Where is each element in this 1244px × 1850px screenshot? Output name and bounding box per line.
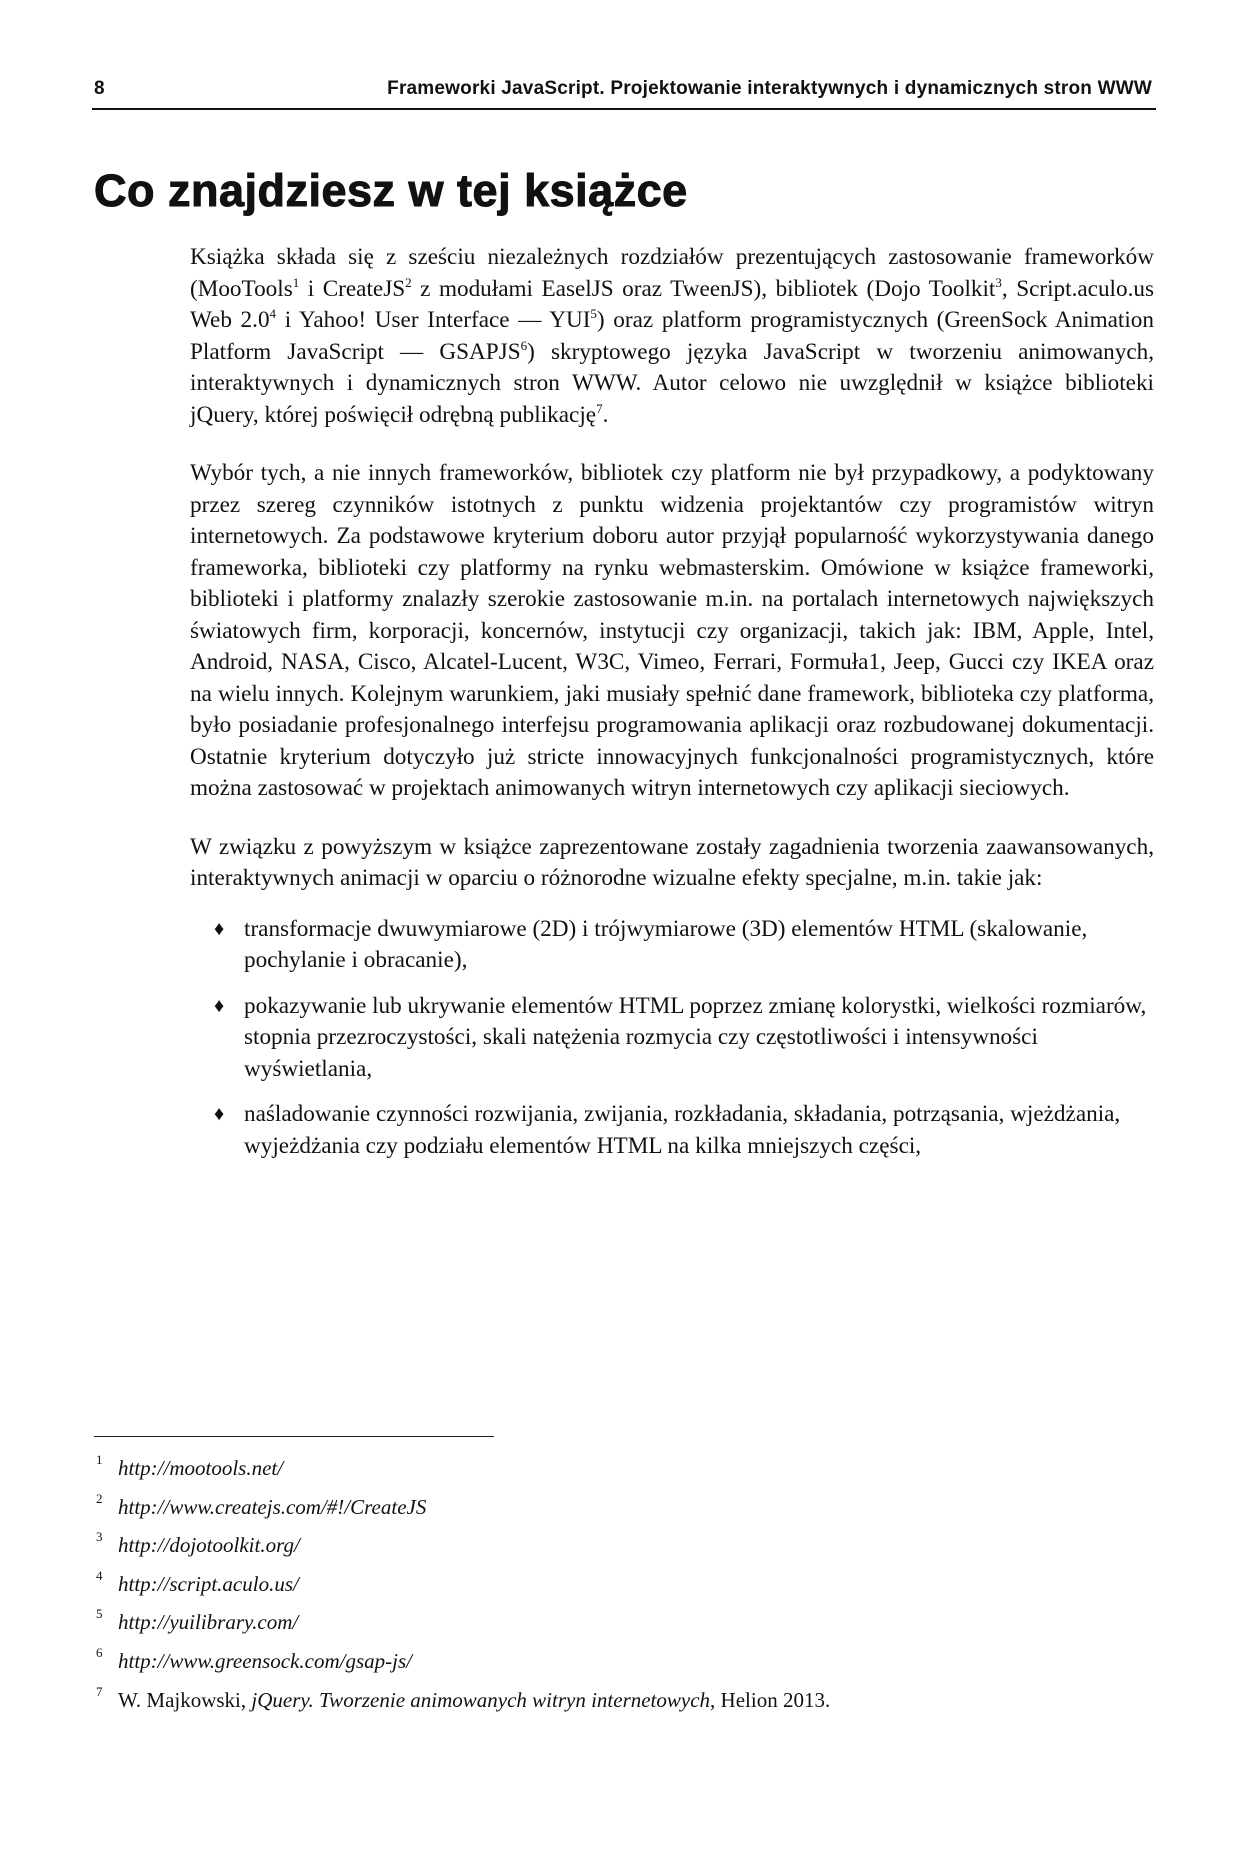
text-run: ) oraz platform programistycznych (GreenSock Animation Platform JavaScript — GSAPJS: [190, 307, 1154, 365]
text-run: z modułami EaselJS oraz TweenJS), bibliotek (Dojo Toolkit: [411, 275, 996, 302]
footnote: [94, 1606, 1154, 1649]
footnote-link[interactable]: http://dojotoolkit.org/: [118, 1533, 300, 1558]
footnote: [94, 1683, 1154, 1727]
footnote-ref: 2: [405, 274, 412, 290]
effects-list: [190, 914, 1154, 1163]
footnote: [94, 1490, 1154, 1534]
footnote-ref: 6: [520, 337, 528, 353]
citation-title: jQuery. Tworzenie animowanych witryn internetowych: [251, 1687, 711, 1712]
footnote-number: 3: [96, 1529, 103, 1545]
footnote-link[interactable]: http://www.createjs.com/#!/CreateJS: [118, 1494, 427, 1519]
diamond-bullet-icon: ♦: [214, 994, 225, 1017]
footnote-number: 4: [96, 1567, 103, 1583]
list-item-text: transformacje dwuwymiarowe (2D) i trójwymiarowe (3D) elementów HTML (skalowanie, pochylanie i obracanie),: [244, 915, 1088, 973]
section-title: Co znajdziesz w tej książce: [94, 165, 688, 216]
footnote-link[interactable]: http://www.greensock.com/gsap-js/: [118, 1648, 412, 1673]
footnote-number: 1: [96, 1452, 103, 1467]
list-item: [190, 991, 1154, 1086]
text-run: , Script.aculo.us Web 2.0: [190, 275, 1154, 333]
footnote-link[interactable]: http://yuilibrary.com/: [118, 1610, 299, 1635]
footnote-divider: [94, 1436, 494, 1437]
page-number: 8: [94, 78, 105, 99]
footnote-link[interactable]: http://script.aculo.us/: [118, 1571, 299, 1596]
text-run: .: [602, 401, 609, 428]
page-header: [92, 74, 1156, 110]
footnote-ref: 3: [995, 274, 1002, 290]
footnotes: [94, 1452, 1154, 1726]
paragraph-1: [190, 242, 1154, 431]
footnote: [94, 1529, 1154, 1572]
main-text: [190, 242, 1154, 1176]
footnote-ref: 4: [269, 306, 277, 321]
footnote-ref: 5: [590, 306, 597, 321]
list-item: [190, 1099, 1154, 1162]
citation-publisher: , Helion 2013.: [710, 1687, 831, 1712]
text-run: Książka składa się z sześciu niezależnych rozdziałów prezentujących zastosowanie frameworków (MooTools: [190, 244, 1154, 302]
text-run: ) skryptowego języka JavaScript w tworzeniu animowanych, interaktywnych i dynamicznych stron WWW. Autor celowo nie uwzględnił w książce biblioteki jQuery, której poświęcił odrębną publikację: [190, 338, 1154, 428]
list-item-text: pokazywanie lub ukrywanie elementów HTML poprzez zmianę kolorystki, wielkości rozmiarów, stopnia przezroczystości, skali natężenia rozmycia czy częstotliwości i intensywności wyświetlania,: [244, 992, 1147, 1082]
footnote-link[interactable]: http://mootools.net/: [118, 1456, 284, 1480]
footnote: [94, 1567, 1154, 1611]
footnote-number: 7: [96, 1683, 103, 1699]
list-item-text: naśladowanie czynności rozwijania, zwijania, rozkładania, składania, potrząsania, wjeżdżania, wyjeżdżania czy podziału elementów HTML na kilka mniejszych części,: [244, 1101, 1121, 1159]
diamond-bullet-icon: ♦: [214, 917, 225, 940]
paragraph-2: Wybór tych, a nie innych frameworków, bibliotek czy platform nie był przypadkowy, a podyktowany przez szereg czynników istotnych z punktu widzenia projektantów czy programistów witryn internetowych. Za podstawowe kryterium doboru autor przyjął popularność wykorzystywania danego frameworka, biblioteki czy platformy na rynku webmasterskim. Omówione w książce frameworki, biblioteki i platformy znalazły szerokie zastosowanie m.in. na portalach internetowych największych światowych firm, korporacji, koncernów, instytucji czy organizacji, takich jak: IBM, Apple, Intel, Android, NASA, Cisco, Alcatel-Lucent, W3C, Vimeo, Ferrari, Formuła1, Jeep, Gucci czy IKEA oraz na wielu innych. Kolejnym warunkiem, jaki musiały spełnić dane framework, biblioteka czy platforma, było posiadanie profesjonalnego interfejsu programowania aplikacji oraz rozbudowanej dokumentacji. Ostatnie kryterium dotyczyło już stricte innowacyjnych funkcjonalności programistycznych, które można zastosować w projektach animowanych witryn internetowych czy aplikacji sieciowych.: [190, 460, 1154, 801]
footnote-number: 5: [96, 1606, 103, 1622]
footnote: [94, 1452, 1154, 1495]
paragraph-3: W związku z powyższym w książce zaprezentowane zostały zagadnienia tworzenia zaawansowanych, interaktywnych animacji w oparciu o różnorodne wizualne efekty specjalne, m.in. takie jak:: [190, 833, 1154, 891]
list-item: [190, 914, 1154, 977]
text-run: i Yahoo! User Interface — YUI: [276, 307, 591, 333]
footnote-ref: 1: [292, 274, 300, 290]
footnote-number: 6: [96, 1644, 103, 1660]
running-title: Frameworki JavaScript. Projektowanie interaktywnych i dynamicznych stron WWW: [387, 78, 1152, 99]
text-run: i CreateJS: [299, 275, 406, 302]
citation-author: W. Majkowski,: [118, 1687, 252, 1712]
footnote-citation: [118, 1688, 830, 1713]
footnote-number: 2: [96, 1490, 103, 1506]
footnote: [94, 1644, 1154, 1688]
diamond-bullet-icon: ♦: [214, 1103, 225, 1125]
footnote-ref: 7: [596, 400, 603, 416]
